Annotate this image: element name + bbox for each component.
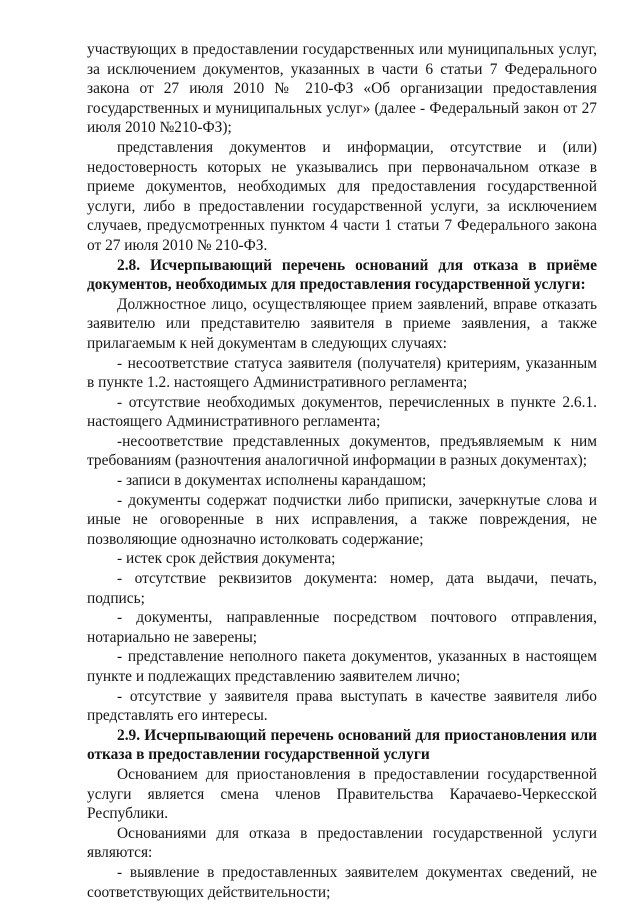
list-item: - представление неполного пакета документов, указанных в настоящем пункте и подлежащих представлению заявителем лично;: [87, 648, 597, 685]
list-item: - записи в документах исполнены карандашом;: [117, 472, 427, 490]
list-item: - отсутствие у заявителя права выступать в качестве заявителя либо представлять его интересы.: [87, 687, 597, 725]
list-item: - отсутствие реквизитов документа: номер, дата выдачи, печать, подпись;: [87, 570, 597, 607]
list-item: - документы содержат подчистки либо приписки, зачеркнутые слова и иные не оговоренные в них исправления, а также повреждения, не позволяющие однозначно истолковать содержание;: [87, 491, 597, 548]
paragraph-official-refusal: Должностное лицо, осуществляющее прием заявлений, вправе отказать заявителю или представителю заявителя в приеме заявления, а также прилагаемым к ней документам в следующих случаях:: [87, 295, 597, 352]
paragraph-suspension-basis: Основанием для приостановления в предоставлении государственной услуги является смена членов Правительства Карачаево-Черкесской Республики.: [87, 765, 597, 823]
list-item: - отсутствие необходимых документов, перечисленных в пункте 2.6.1. настоящего Административного регламента;: [87, 393, 597, 431]
paragraph-refusal-basis: Основаниями для отказа в предоставлении государственной услуги являются:: [87, 824, 597, 862]
list-item: - несоответствие статуса заявителя (получателя) критериям, указанным в пункте 1.2. настоящего Административного регламента;: [87, 354, 597, 392]
section-heading-2-8: 2.8. Исчерпывающий перечень оснований для отказа в приёме документов, необходимых для предоставления государственной услуги:: [87, 256, 597, 294]
list-item: - документы, направленные посредством почтового отправления, нотариально не заверены;: [87, 609, 597, 646]
paragraph-continuation: участвующих в предоставлении государственных или муниципальных услуг, за исключением документов, указанных в части 6 статьи 7 Федерального закона от 27 июля 2010 № 210-ФЗ «Об организации предоставления государственных и муниципальных услуг» (далее - Федеральный закон от 27 июля 2010 №210-ФЗ);: [87, 41, 597, 137]
paragraph-provision: представления документов и информации, отсутствие и (или) недостоверность которых не указывались при первоначальном отказе в приеме документов, необходимых для предоставления государственной услуги, либо в предоставлении государственной услуги, за исключением случаев, предусмотренных пунктом 4 части 1 статьи 7 Федерального закона от 27 июля 2010 № 210-ФЗ.: [87, 138, 597, 254]
section-heading-2-9: 2.9. Исчерпывающий перечень оснований для приостановления или отказа в предоставлении государственной услуги: [87, 726, 597, 764]
list-item: -несоответствие представленных документов, предъявляемым к ним требованиям (разночтения аналогичной информации в разных документах);: [87, 432, 597, 470]
list-item: - истек срок действия документа;: [117, 550, 336, 568]
list-item: - выявление в предоставленных заявителем документах сведений, не соответствующих действительности;: [87, 863, 597, 901]
document-page: [87, 40, 597, 902]
